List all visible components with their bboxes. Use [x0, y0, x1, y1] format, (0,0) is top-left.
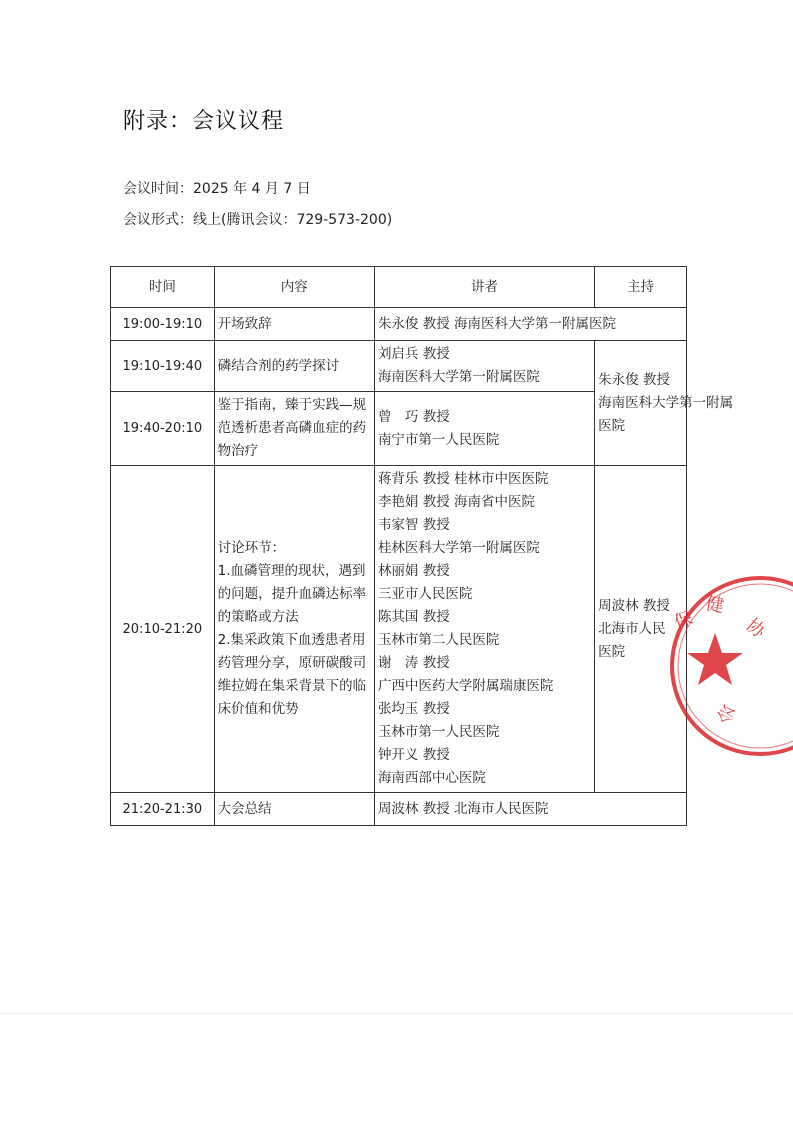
host-line: 北海市人民 — [598, 620, 666, 637]
row-speaker — [374, 466, 594, 793]
table-row — [111, 308, 687, 341]
speaker-line: 曾 巧 教授 — [377, 408, 450, 425]
table-row — [111, 341, 687, 392]
row-time: 20:10-21:20 — [111, 466, 215, 793]
speaker-line: 朱永俊 教授 海南医科大学第一附属医院 — [377, 315, 617, 332]
speaker-line: 南宁市第一人民医院 — [377, 431, 500, 448]
host-line: 医院 — [598, 417, 626, 434]
speaker-line: 钟开义 教授 — [377, 747, 450, 763]
header-speaker: 讲者 — [374, 267, 594, 308]
row-time: 19:40-20:10 — [111, 392, 215, 466]
svg-text:协: 协 — [741, 614, 770, 643]
host-line: 朱永俊 教授 — [598, 371, 670, 388]
speaker-line: 蒋背乐 教授 桂林市中医医院 — [377, 471, 549, 487]
agenda-table — [110, 266, 734, 826]
row-content: 开场致辞 — [214, 308, 374, 341]
host-line: 医院 — [598, 643, 626, 660]
speaker-line: 广西中医药大学附属瑞康医院 — [377, 678, 554, 694]
speaker-line: 谢 涛 教授 — [377, 655, 450, 671]
row-speaker — [374, 793, 686, 826]
speaker-line: 林丽娟 教授 — [377, 563, 450, 579]
speaker-line: 陈其国 教授 — [377, 609, 450, 625]
row-content: 鉴于指南，臻于实践—规范透析患者高磷血症的药物治疗 — [214, 392, 374, 466]
speaker-line: 玉林市第一人民医院 — [377, 724, 500, 740]
official-seal-icon — [665, 571, 793, 761]
meeting-time: 会议时间：2025 年 4 月 7 日 — [123, 181, 311, 197]
table-row — [111, 793, 687, 826]
row-content: 大会总结 — [214, 793, 374, 826]
speaker-line: 刘启兵 教授 — [377, 346, 450, 362]
host-line: 海南医科大学第一附属 — [598, 394, 734, 411]
row-speaker — [374, 341, 594, 392]
row-speaker — [374, 392, 594, 466]
table-header-row — [111, 267, 687, 308]
row-time: 19:00-19:10 — [111, 308, 215, 341]
footer-divider — [0, 1013, 793, 1014]
speaker-line: 海南医科大学第一附属医院 — [377, 369, 540, 385]
row-speaker — [374, 308, 686, 341]
page-title: 附录：会议议程 — [123, 109, 285, 134]
content-line: 1.血磷管理的现状，遇到的问题，提升血磷达标率的策略或方法 — [217, 563, 367, 625]
content-line: 2.集采政策下血透患者用药管理分享，原研碳酸司维拉姆在集采背景下的临床价值和优势 — [217, 632, 367, 717]
row-content: 磷结合剂的药学探讨 — [214, 341, 374, 392]
speaker-line: 玉林市第二人民医院 — [377, 632, 500, 648]
header-time: 时间 — [111, 267, 215, 308]
svg-text:保: 保 — [671, 607, 696, 634]
speaker-line: 李艳娟 教授 海南省中医院 — [377, 494, 536, 510]
row-host — [595, 341, 734, 466]
host-line: 周波林 教授 — [598, 597, 670, 614]
speaker-line: 韦家智 教授 — [377, 517, 450, 533]
content-line: 讨论环节： — [217, 540, 286, 556]
meeting-format: 会议形式：线上(腾讯会议：729-573-200) — [123, 212, 393, 228]
header-host: 主持 — [595, 267, 687, 308]
row-time: 19:10-19:40 — [111, 341, 215, 392]
svg-text:健: 健 — [704, 593, 726, 618]
row-content — [214, 466, 374, 793]
speaker-line: 海南西部中心医院 — [377, 770, 486, 786]
svg-text:会: 会 — [713, 699, 740, 727]
speaker-line: 张均玉 教授 — [377, 701, 450, 717]
speaker-line: 三亚市人民医院 — [377, 586, 473, 602]
header-content: 内容 — [214, 267, 374, 308]
table-row — [111, 466, 687, 793]
speaker-line: 周波林 教授 北海市人民医院 — [377, 800, 549, 817]
row-time: 21:20-21:30 — [111, 793, 215, 826]
speaker-line: 桂林医科大学第一附属医院 — [377, 540, 540, 556]
